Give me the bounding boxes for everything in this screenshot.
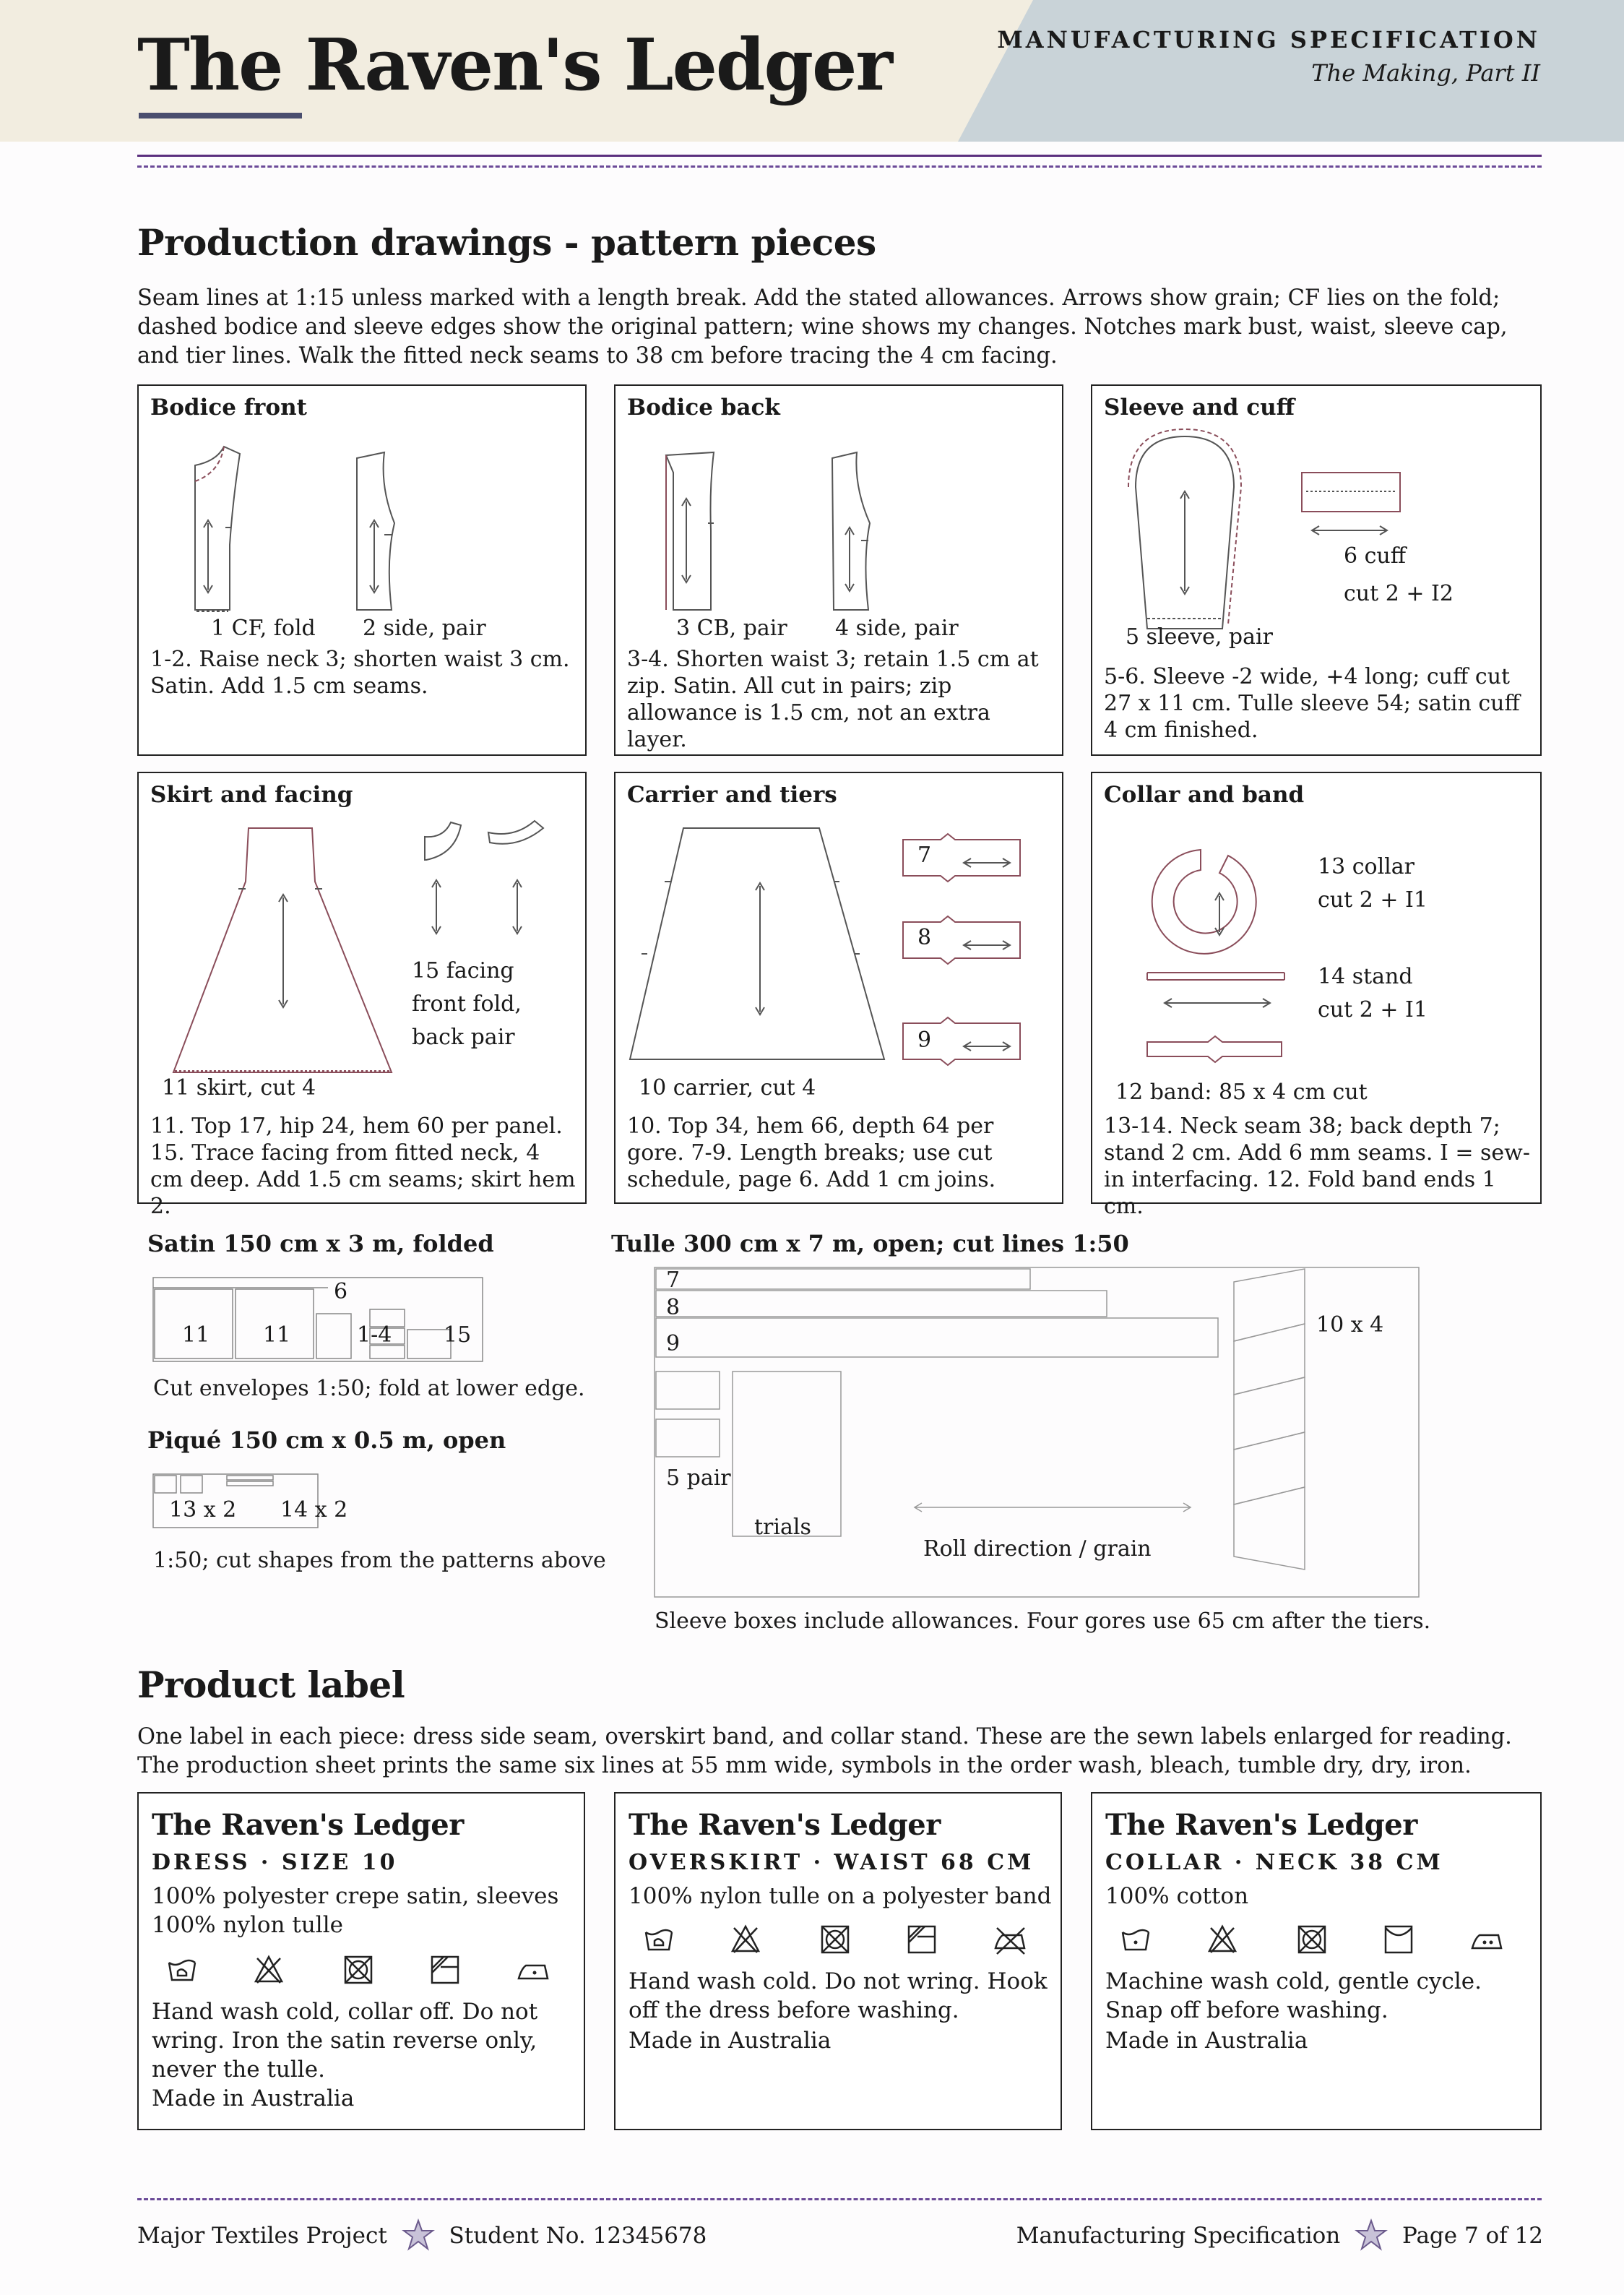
panel-note: 10. Top 34, hem 66, depth 64 per gore. 7-9. Length breaks; use cut schedule, page 6. Add 1 cm joins.	[627, 1114, 996, 1192]
machine-wash-cold-icon	[1120, 1924, 1152, 1955]
footer-section: Manufacturing Specification	[1016, 2223, 1341, 2249]
skirt-facing-panel	[137, 772, 587, 1219]
layout-label: 9	[666, 1331, 681, 1356]
iron-medium-icon	[1469, 1924, 1504, 1955]
no-iron-icon	[993, 1924, 1027, 1955]
piece-label: 10 carrier, cut 4	[639, 1075, 816, 1101]
hand-wash-icon	[643, 1924, 675, 1955]
piece-label: 13 collar	[1318, 854, 1414, 879]
no-bleach-icon	[1206, 1924, 1238, 1955]
pique-layout-title: Piqué 150 cm x 0.5 m, open	[147, 1426, 506, 1454]
document-part: The Making, Part II	[1311, 59, 1540, 87]
drawings-heading: Production drawings - pattern pieces	[137, 221, 876, 264]
satin-layout-title: Satin 150 cm x 3 m, folded	[147, 1230, 494, 1257]
piece-label: 3 CB, pair	[676, 616, 787, 641]
piece-label: cut 2 + I1	[1318, 997, 1428, 1022]
label-kind: COLLAR · NECK 38 CM	[1105, 1850, 1443, 1875]
panel-note: 11. Top 17, hip 24, hem 60 per panel. 15. Trace facing from fitted neck, 4 cm deep. Add 1.5 cm seams; skirt hem 2.	[150, 1114, 576, 1219]
carrier-tiers-panel	[614, 772, 1063, 1204]
footer-student: Student No. 12345678	[449, 2223, 707, 2249]
no-bleach-icon	[253, 1954, 285, 1986]
footer-right	[1016, 2218, 1543, 2252]
product-label-intro: One label in each piece: dress side seam, overskirt band, and collar stand. These are the sewn labels enlarged for reading. The production sheet prints the same six lines at 55 mm wide, symbols in the order wash, bleach, tumble dry, dry, iron.	[137, 1724, 1512, 1778]
label-kind: DRESS · SIZE 10	[152, 1850, 398, 1875]
label-origin: Made in Australia	[629, 2028, 832, 2054]
layout-label: 8	[666, 1295, 681, 1320]
piece-label: 5 sleeve, pair	[1126, 624, 1273, 650]
piece-label: 14 stand	[1318, 964, 1413, 989]
panel-note: 13-14. Neck seam 38; back depth 7; stand 2 cm. Add 6 mm seams. I = sew-in interfacing. 12. Fold band ends 1 cm.	[1104, 1114, 1530, 1219]
label-brand: The Raven's Ledger	[1105, 1808, 1417, 1842]
panel-note: 5-6. Sleeve -2 wide, +4 long; cuff cut 27 x 11 cm. Tulle sleeve 54; satin cuff 4 cm finished.	[1104, 664, 1520, 743]
layout-label: 5 pair	[666, 1465, 731, 1491]
tulle-layout-note: Sleeve boxes include allowances. Four gores use 65 cm after the tiers.	[655, 1609, 1431, 1634]
label-kind: OVERSKIRT · WAIST 68 CM	[629, 1850, 1035, 1875]
piece-label: 1 CF, fold	[211, 616, 316, 641]
document-kind: MANUFACTURING SPECIFICATION	[997, 26, 1540, 53]
layout-label: 7	[666, 1267, 681, 1293]
brand-title: The Raven's Ledger	[137, 24, 891, 107]
footer-left	[137, 2218, 707, 2252]
piece-label: 7	[917, 843, 932, 868]
layout-label: 10 x 4	[1316, 1312, 1384, 1338]
piece-label: back pair	[412, 1025, 515, 1050]
care-symbols	[152, 1954, 578, 1990]
bodice-front-panel	[137, 384, 587, 756]
panel-note: 3-4. Shorten waist 3; retain 1.5 cm at zip. Satin. All cut in pairs; zip allowance is 1.5 cm, not an extra layer.	[627, 647, 1039, 752]
piece-label: 15 facing	[412, 958, 514, 983]
label-care-text: Hand wash cold, collar off. Do not wring. Iron the satin reverse only, never the tulle.	[152, 1999, 538, 2083]
overskirt-label-card	[614, 1792, 1062, 2130]
drawings-intro: Seam lines at 1:15 unless marked with a length break. Add the stated allowances. Arrows show grain; CF lies on the fold; dashed bodice and sleeve edges show the original pattern; wine shows my changes. Notches mark bust, waist, sleeve cap, and tier lines. Walk the fitted neck seams to 38 cm before tracing the 4 cm facing.	[137, 285, 1508, 369]
collar-band-panel	[1091, 772, 1542, 1219]
footer-dashed-rule	[137, 2198, 1542, 2200]
label-origin: Made in Australia	[1105, 2028, 1308, 2054]
layout-label: 13 x 2	[169, 1497, 237, 1523]
panel-title: Carrier and tiers	[627, 782, 837, 808]
hand-wash-icon	[166, 1954, 198, 1986]
header-rule	[137, 155, 1542, 157]
care-symbols	[1105, 1924, 1532, 1960]
care-symbols	[629, 1924, 1055, 1960]
footer-project: Major Textiles Project	[137, 2223, 387, 2249]
layout-label: 14 x 2	[280, 1497, 348, 1523]
collar-band-drawing	[1092, 773, 1540, 1077]
no-tumble-dry-icon	[342, 1954, 374, 1986]
label-fibre: 100% nylon tulle on a polyester band	[629, 1883, 1052, 1909]
tulle-layout-title: Tulle 300 cm x 7 m, open; cut lines 1:50	[611, 1230, 1129, 1257]
no-tumble-dry-icon	[819, 1924, 851, 1955]
panel-title: Skirt and facing	[150, 782, 353, 808]
piece-label: 8	[917, 925, 932, 950]
layout-label: Roll direction / grain	[923, 1536, 1152, 1562]
carrier-tiers-drawing	[616, 773, 1063, 1077]
sleeve-cuff-drawing	[1092, 386, 1540, 632]
star-flower-icon	[402, 2218, 435, 2252]
label-fibre: 100% polyester crepe satin, sleeves 100% nylon tulle	[152, 1883, 559, 1938]
panel-title: Sleeve and cuff	[1104, 395, 1295, 421]
iron-low-icon	[516, 1954, 550, 1986]
panel-title: Bodice back	[627, 395, 780, 421]
line-dry-icon	[1383, 1924, 1414, 1955]
piece-label: 4 side, pair	[835, 616, 959, 641]
product-label-heading: Product label	[137, 1663, 405, 1706]
collar-label-card	[1091, 1792, 1542, 2130]
piece-label: cut 2 + I1	[1318, 887, 1428, 913]
piece-label: front fold,	[412, 991, 522, 1017]
layout-label: 11	[263, 1322, 291, 1348]
dry-in-shade-icon	[906, 1924, 938, 1955]
no-tumble-dry-icon	[1296, 1924, 1328, 1955]
star-flower-icon	[1355, 2218, 1388, 2252]
label-brand: The Raven's Ledger	[629, 1808, 941, 1842]
satin-layout-drawing	[152, 1276, 485, 1363]
bodice-front-drawing	[139, 386, 587, 632]
satin-layout-note: Cut envelopes 1:50; fold at lower edge.	[153, 1376, 585, 1401]
layout-label: 1-4	[357, 1322, 392, 1348]
layout-label: 6	[334, 1279, 348, 1304]
sleeve-cuff-panel	[1091, 384, 1542, 756]
piece-label: 12 band: 85 x 4 cm cut	[1115, 1080, 1368, 1105]
piece-label: 2 side, pair	[363, 616, 486, 641]
skirt-facing-drawing	[139, 773, 587, 1077]
bodice-back-drawing	[616, 386, 1063, 632]
pique-layout-note: 1:50; cut shapes from the patterns above	[153, 1548, 606, 1573]
dress-label-card	[137, 1792, 585, 2130]
panel-title: Collar and band	[1104, 782, 1305, 808]
piece-label: 6 cuff	[1344, 543, 1407, 569]
layout-label: trials	[754, 1515, 811, 1540]
label-brand: The Raven's Ledger	[152, 1808, 464, 1842]
label-care-text: Hand wash cold. Do not wring. Hook off the dress before washing.	[629, 1968, 1048, 2023]
label-care-text: Machine wash cold, gentle cycle. Snap off before washing.	[1105, 1968, 1482, 2023]
panel-title: Bodice front	[150, 395, 307, 421]
header-dashed-rule	[137, 165, 1542, 168]
brand-underline	[139, 113, 302, 119]
dry-in-shade-icon	[429, 1954, 461, 1986]
piece-label: 11 skirt, cut 4	[162, 1075, 316, 1101]
piece-label: 9	[917, 1028, 932, 1053]
piece-label: cut 2 + I2	[1344, 581, 1454, 606]
bodice-back-panel	[614, 384, 1063, 756]
label-fibre: 100% cotton	[1105, 1883, 1249, 1909]
label-origin: Made in Australia	[152, 2085, 355, 2111]
no-bleach-icon	[730, 1924, 761, 1955]
panel-note: 1-2. Raise neck 3; shorten waist 3 cm. Satin. Add 1.5 cm seams.	[150, 647, 570, 699]
footer-page: Page 7 of 12	[1401, 2223, 1543, 2249]
layout-label: 11	[182, 1322, 210, 1348]
layout-label: 15	[444, 1322, 472, 1348]
